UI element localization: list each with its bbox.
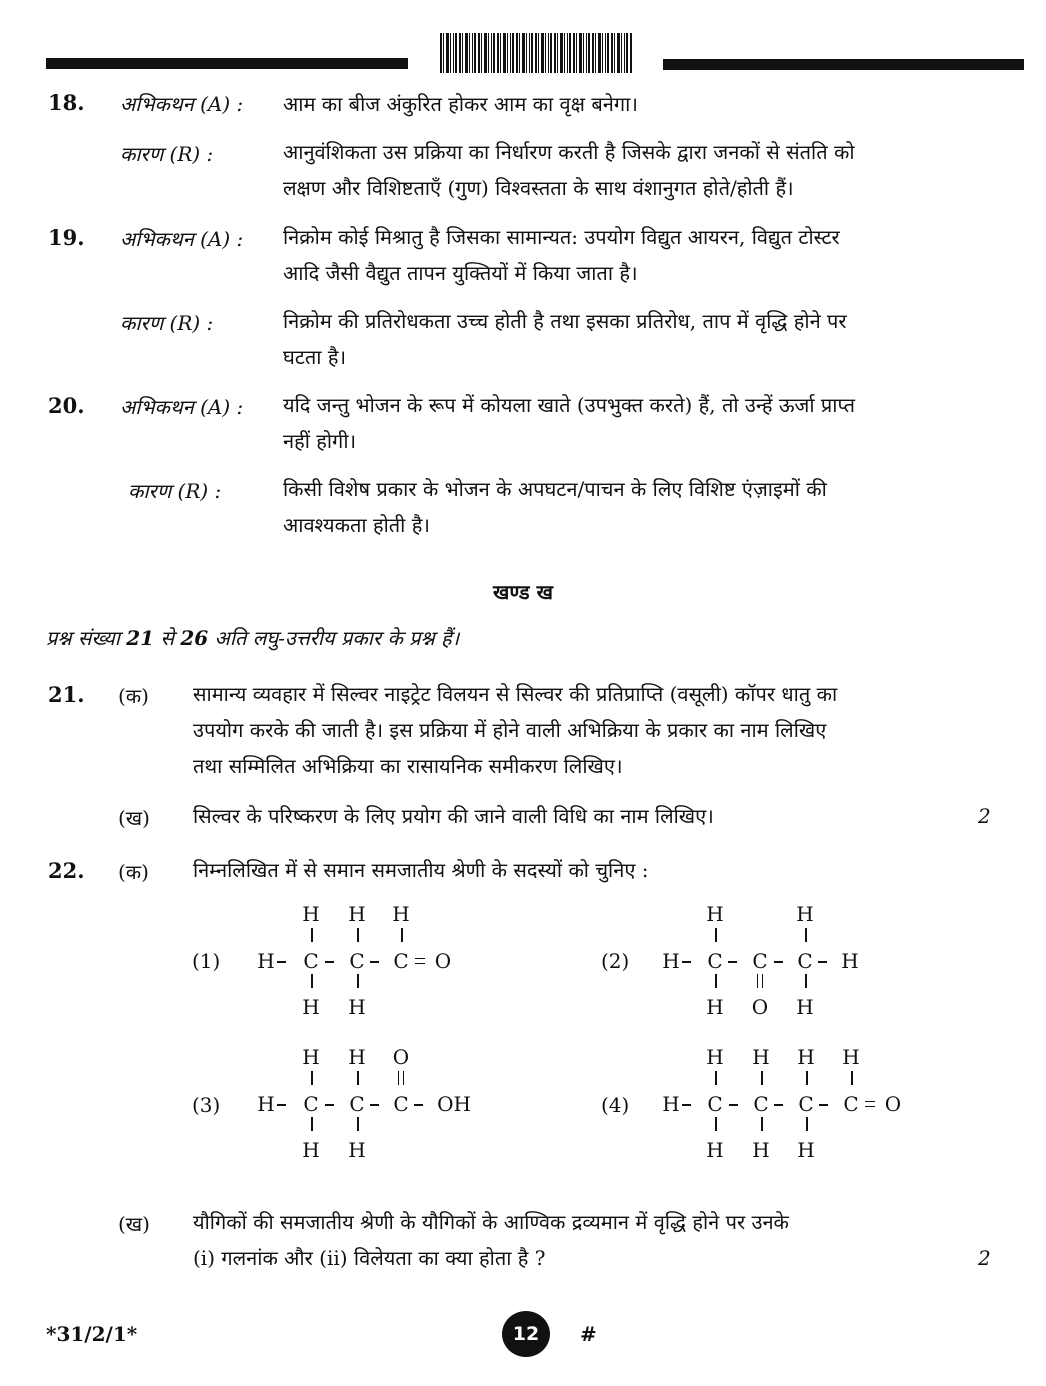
assertion-text: यदि जन्तु भोजन के रूप में कोयला खाते (उपभुक्त करते) हैं, तो उन्हें ऊर्जा प्राप्त नहीं होगी। bbox=[283, 393, 856, 453]
atom-h: H bbox=[797, 1045, 815, 1069]
barcode bbox=[440, 33, 632, 73]
atom-h: H bbox=[842, 1045, 860, 1069]
single-bond bbox=[414, 1104, 423, 1106]
atom-h: H bbox=[662, 949, 680, 973]
atom-o: O bbox=[884, 1092, 902, 1116]
single-bond bbox=[715, 1117, 717, 1131]
part-b-label: (ख) bbox=[118, 806, 150, 830]
assertion-label: अभिकथन (A) : bbox=[120, 92, 244, 116]
single-bond bbox=[357, 1071, 359, 1085]
single-bond bbox=[774, 961, 783, 963]
part-b-text: यौगिकों की समजातीय श्रेणी के यौगिकों के आण्विक द्रव्यमान में वृद्धि होने पर उनके (i) गलनांक और (ii) विलेयता का क्या होता है ? bbox=[193, 1210, 789, 1270]
header-rule-left bbox=[46, 58, 408, 69]
single-bond bbox=[806, 1071, 808, 1085]
part-a-label: (क) bbox=[118, 860, 149, 884]
question-number: 20. bbox=[48, 393, 85, 418]
double-bond bbox=[757, 974, 763, 988]
paper-code: *31/2/1* bbox=[46, 1322, 138, 1346]
atom-h: H bbox=[841, 949, 859, 973]
atom-o: O bbox=[434, 949, 452, 973]
reason-label: कारण (R) : bbox=[120, 142, 214, 166]
question-number: 19. bbox=[48, 225, 85, 250]
single-bond bbox=[311, 1117, 313, 1131]
single-bond bbox=[805, 928, 807, 942]
single-bond bbox=[715, 928, 717, 942]
atom-h: H bbox=[257, 1092, 275, 1116]
atom-h: H bbox=[257, 949, 275, 973]
single-bond bbox=[370, 961, 379, 963]
question-number: 18. bbox=[48, 90, 85, 115]
part-b-label: (ख) bbox=[118, 1212, 150, 1236]
marks: 2 bbox=[978, 804, 991, 828]
atom-c: C bbox=[797, 949, 813, 973]
structure-label: (1) bbox=[192, 949, 221, 973]
assertion-text: आम का बीज अंकुरित होकर आम का वृक्ष बनेगा। bbox=[283, 92, 638, 116]
atom-h: H bbox=[348, 1138, 366, 1162]
section-instruction: प्रश्न संख्या 21 से 26 अति लघु-उत्तरीय प्रकार के प्रश्न हैं। bbox=[46, 626, 460, 650]
atom-h: H bbox=[302, 1138, 320, 1162]
structure-label: (4) bbox=[601, 1093, 630, 1117]
reason-text: किसी विशेष प्रकार के भोजन के अपघटन/पाचन के लिए विशिष्ट एंज़ाइमों की आवश्यकता होती है। bbox=[283, 477, 827, 537]
single-bond bbox=[805, 974, 807, 988]
reason-text: आनुवंशिकता उस प्रक्रिया का निर्धारण करती है जिसके द्वारा जनकों से संतति को लक्षण और विशिष्टताएँ (गुण) विश्वस्तता के साथ वंशानुगत होते/होती हैं। bbox=[283, 140, 855, 200]
atom-c: C bbox=[707, 1092, 723, 1116]
structure-label: (2) bbox=[601, 949, 630, 973]
double-bond bbox=[865, 1101, 875, 1107]
single-bond bbox=[277, 1104, 286, 1106]
double-bond bbox=[415, 958, 425, 964]
single-bond bbox=[325, 1104, 334, 1106]
atom-h: H bbox=[348, 902, 366, 926]
section-heading: खण्ड ख bbox=[493, 580, 553, 604]
single-bond bbox=[818, 961, 827, 963]
single-bond bbox=[311, 928, 313, 942]
question-number: 22. bbox=[48, 858, 85, 883]
atom-c: C bbox=[303, 1092, 319, 1116]
assertion-label: अभिकथन (A) : bbox=[120, 395, 244, 419]
atom-c: C bbox=[843, 1092, 859, 1116]
part-a-label: (क) bbox=[118, 684, 149, 708]
atom-h: H bbox=[302, 995, 320, 1019]
part-a-text: निम्नलिखित में से समान समजातीय श्रेणी के सदस्यों को चुनिए : bbox=[193, 858, 649, 882]
atom-h: H bbox=[302, 1045, 320, 1069]
atom-c: C bbox=[753, 1092, 769, 1116]
atom-c: C bbox=[752, 949, 768, 973]
part-b-text: सिल्वर के परिष्करण के लिए प्रयोग की जाने वाली विधि का नाम लिखिए। bbox=[193, 804, 714, 828]
atom-h: H bbox=[752, 1138, 770, 1162]
atom-c: C bbox=[393, 949, 409, 973]
atom-c: C bbox=[349, 1092, 365, 1116]
single-bond bbox=[728, 961, 737, 963]
header-rule-right bbox=[663, 59, 1024, 70]
atom-h: H bbox=[662, 1092, 680, 1116]
reason-text: निक्रोम की प्रतिरोधकता उच्च होती है तथा इसका प्रतिरोध, ताप में वृद्धि होने पर घटता है। bbox=[283, 309, 847, 369]
part-a-text: सामान्य व्यवहार में सिल्वर नाइट्रेट विलयन से सिल्वर की प्रतिप्राप्ति (वसूली) कॉपर धातु का उपयोग करके की जाती है। इस प्रक्रिया में होने वाली अभिक्रिया के प्रकार का नाम लिखिए तथा सम्मिलित अभिक्रिया का रासायनिक समीकरण लिखिए। bbox=[193, 682, 838, 778]
single-bond bbox=[311, 974, 313, 988]
atom-h: H bbox=[706, 995, 724, 1019]
atom-o: O bbox=[392, 1045, 410, 1069]
atom-c: C bbox=[303, 949, 319, 973]
question-number: 21. bbox=[48, 682, 85, 707]
atom-h: H bbox=[392, 902, 410, 926]
atom-h: H bbox=[348, 1045, 366, 1069]
single-bond bbox=[715, 974, 717, 988]
single-bond bbox=[819, 1104, 828, 1106]
atom-h: H bbox=[706, 1045, 724, 1069]
single-bond bbox=[357, 928, 359, 942]
atom-c: C bbox=[707, 949, 723, 973]
atom-h: H bbox=[797, 1138, 815, 1162]
atom-o: O bbox=[751, 995, 769, 1019]
atom-h: H bbox=[706, 902, 724, 926]
marks: 2 bbox=[978, 1246, 991, 1270]
single-bond bbox=[311, 1071, 313, 1085]
single-bond bbox=[806, 1117, 808, 1131]
assertion-text: निक्रोम कोई मिश्रातु है जिसका सामान्यत: उपयोग विद्युत आयरन, विद्युत टोस्टर आदि जैसी वैद्युत तापन युक्तियों में किया जाता है। bbox=[283, 225, 840, 285]
atom-c: C bbox=[393, 1092, 409, 1116]
atom-c: C bbox=[349, 949, 365, 973]
single-bond bbox=[682, 961, 691, 963]
single-bond bbox=[761, 1071, 763, 1085]
atom-oh: OH bbox=[437, 1092, 471, 1116]
atom-h: H bbox=[796, 995, 814, 1019]
single-bond bbox=[682, 1104, 691, 1106]
atom-h: H bbox=[348, 995, 366, 1019]
atom-h: H bbox=[796, 902, 814, 926]
single-bond bbox=[715, 1071, 717, 1085]
reason-label: कारण (R) : bbox=[120, 311, 214, 335]
single-bond bbox=[729, 1104, 738, 1106]
atom-c: C bbox=[798, 1092, 814, 1116]
atom-h: H bbox=[302, 902, 320, 926]
single-bond bbox=[370, 1104, 379, 1106]
single-bond bbox=[357, 974, 359, 988]
structure-label: (3) bbox=[192, 1093, 221, 1117]
single-bond bbox=[761, 1117, 763, 1131]
double-bond bbox=[398, 1071, 404, 1085]
single-bond bbox=[401, 928, 403, 942]
atom-h: H bbox=[752, 1045, 770, 1069]
single-bond bbox=[325, 961, 334, 963]
single-bond bbox=[277, 961, 286, 963]
reason-label: कारण (R) : bbox=[128, 479, 222, 503]
hash-mark: # bbox=[580, 1322, 597, 1346]
page-number: 12 bbox=[502, 1311, 550, 1357]
atom-h: H bbox=[706, 1138, 724, 1162]
assertion-label: अभिकथन (A) : bbox=[120, 227, 244, 251]
single-bond bbox=[774, 1104, 783, 1106]
single-bond bbox=[851, 1071, 853, 1085]
single-bond bbox=[357, 1117, 359, 1131]
